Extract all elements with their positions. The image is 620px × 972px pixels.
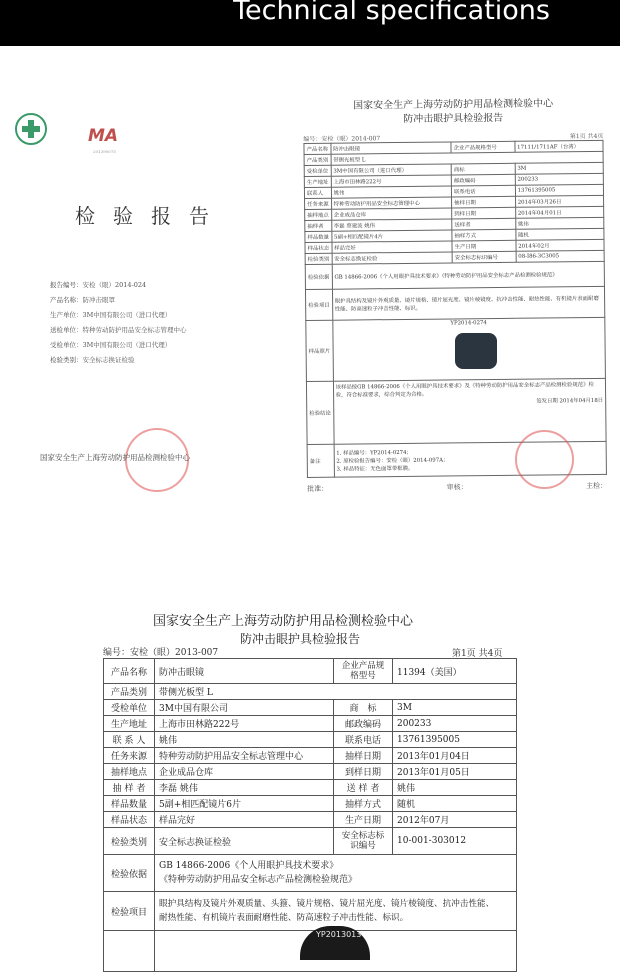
table-row: 产品名称 防冲击眼镜 企业产品规格型号 17111/1711AF（台湾） [304, 140, 603, 154]
report2-table [103, 658, 517, 972]
table-row: 检验依据 GB 14866-2006《个人用眼护具技术要求》《特种劳动防护用品安全标志产品检测检验规范》 [305, 261, 604, 289]
red-seal [515, 430, 574, 489]
table-row: 样品数量 5副+相匹配镜片6片 抽样方式 随机 [104, 796, 517, 812]
cover-row: 检验类别：安全标志换证检验 [50, 356, 135, 364]
table-row: 生产地址 上海市田林路222号 邮政编码 200233 [304, 173, 603, 187]
report2-number: 编号：安检（眼）2013-007 [103, 648, 219, 658]
table-row: 样品数量 5副+相匹配镜片4片 抽样方式 随机 [305, 228, 604, 242]
cover-row: 受检单位：3M中国有限公司（进口代理） [50, 341, 172, 349]
cma-number: 201390075 [93, 149, 116, 154]
cover-row: 送检单位：特种劳动防护用品安全标志管理中心 [50, 326, 187, 334]
page-banner [0, 0, 620, 46]
table-row: 任务来源 特种劳动防护用品安全标志管理中心 抽样日期 2013年01月04日 [104, 748, 517, 764]
cover-center-name: 国家安全生产上海劳动防护用品检测检验中心 [40, 453, 190, 462]
table-row: 任务来源 特种劳动防护用品安全标志管理中心 抽样日期 2014年03月26日 [305, 195, 604, 209]
table-row: 抽 样 者 李磊 姚伟 送 样 者 姚伟 [104, 780, 517, 796]
report1-table [303, 140, 606, 478]
table-row: 检验结论 该样品按GB 14866-2006《个人用眼护具技术要求》及《特种劳动防护用品安全标志产品检测检验规范》检验，符合标准要求，综合判定为合格。 签发日期 2014年04月18日 [306, 378, 606, 444]
table-row: 样品状态 样品完好 生产日期 2012年07月 [104, 812, 517, 828]
photo-tag: YP2013013 [316, 930, 362, 939]
table-row: 样品照片 YP2014-0274 [306, 317, 606, 381]
report2-page: 第1页 共4页 [452, 649, 503, 659]
table-row: 备注 1. 样品编号：YP2014-0274； 2. 原检验报告编号：安检（眼）2014-097A； 3. 样品特征：无色面罩带框膜。 [307, 441, 606, 477]
table-row: 检验类别 安全标志换证检验 安全标志标识编号 10-001-303012 [104, 828, 517, 855]
report2-basis-line: 《特种劳动防护用品安全标志产品检测检验规范》 [159, 875, 358, 885]
table-row: 联系人 姚伟 联系电话 13761395005 [304, 184, 603, 198]
report1-signatures: 批准： 审核： 主检： [307, 481, 608, 493]
goggle-photo [455, 333, 497, 369]
report1-title: 防冲击眼护具检验报告 [403, 112, 504, 125]
report2-org: 国家安全生产上海劳动防护用品检测检验中心 [153, 614, 414, 629]
report1-org: 国家安全生产上海劳动防护用品检测检验中心 [353, 98, 554, 112]
table-row: 产品类别 带侧光板型 L [304, 151, 603, 165]
table-row: 受检单位 3M中国有限公司（进口代理） 商标 3M [304, 162, 603, 176]
table-row: 产品类别 带侧光板型 L [104, 684, 517, 700]
report2-basis-line: GB 14866-2006《个人用眼护具技术要求》 [159, 861, 339, 871]
report2-items-line: 眼护具结构及镜片外观质量、头箍、镜片规格、镜片屈光度、镜片棱镜度、抗冲击性能、 [159, 899, 495, 909]
table-row: 抽样地点 企业成品仓库 到样日期 2013年01月05日 [104, 764, 517, 780]
table-row: 检验依据 GB 14866-2006《个人用眼护具技术要求》 《特种劳动防护用品安全标志产品检测检验规范》 [104, 855, 517, 892]
table-row: 抽样者 李磊 蔡建波 姚伟 送样者 姚伟 [305, 217, 604, 231]
table-row: 产品名称 防冲击眼镜 企业产品规格型号 11394（美国） [104, 659, 517, 684]
table-row: 检验项目 眼护具结构及镜片外观质量、镜片规格、镜片屈光度、镜片棱镜度、抗冲击性能、耐热性能、有机镜片表面耐磨性能、防高速粒子冲击性能、标识。 [305, 286, 604, 320]
table-row: 联 系 人 姚伟 联系电话 13761395005 [104, 732, 517, 748]
report1-page: 第1页 共4页 [569, 132, 604, 141]
report2-title: 防冲击眼护具检验报告 [240, 632, 361, 646]
table-row: 检验类别 安全标志换证检验 安全标志标识编号 08-I86-3C3005 [305, 250, 604, 264]
safety-cross-logo [14, 112, 48, 146]
report1-number: 编号：安检（眼）2014-007 [303, 135, 381, 143]
table-row: 生产地址 上海市田林路222号 邮政编码 200233 [104, 716, 517, 732]
report1-conclusion: 该样品按GB 14866-2006《个人用眼护具技术要求》及《特种劳动防护用品安全标志产品检测检验规范》检验，符合标准要求，综合判定为合格。 [335, 381, 594, 399]
cover-row: 生产单位：3M中国有限公司（进口代理） [50, 311, 172, 319]
table-row: 抽样地点 企业成品仓库 到样日期 2014年04月01日 [305, 206, 604, 220]
table-row: 样品状态 样品完好 生产日期 2014年02月 [305, 239, 604, 253]
report2-items-line: 耐热性能、有机镜片表面耐磨性能、防高速粒子冲击性能、标识。 [159, 913, 409, 923]
cover-row: 报告编号：安检（眼）2014-024 [50, 281, 147, 289]
table-row: 检验项目 眼护具结构及镜片外观质量、头箍、镜片规格、镜片屈光度、镜片棱镜度、抗冲击性能、 耐热性能、有机镜片表面耐磨性能、防高速粒子冲击性能、标识。 [104, 892, 517, 931]
cover-title: 检验报告 [75, 204, 227, 228]
banner-title: Technical specifications [233, 0, 550, 26]
table-row: 受检单位 3M中国有限公司 商 标 3M [104, 700, 517, 716]
cma-logo: MA [88, 126, 119, 146]
cover-row: 产品名称：防冲击眼罩 [50, 296, 115, 304]
report1-issue-date: 签发日期 2014年04月18日 [536, 397, 604, 405]
